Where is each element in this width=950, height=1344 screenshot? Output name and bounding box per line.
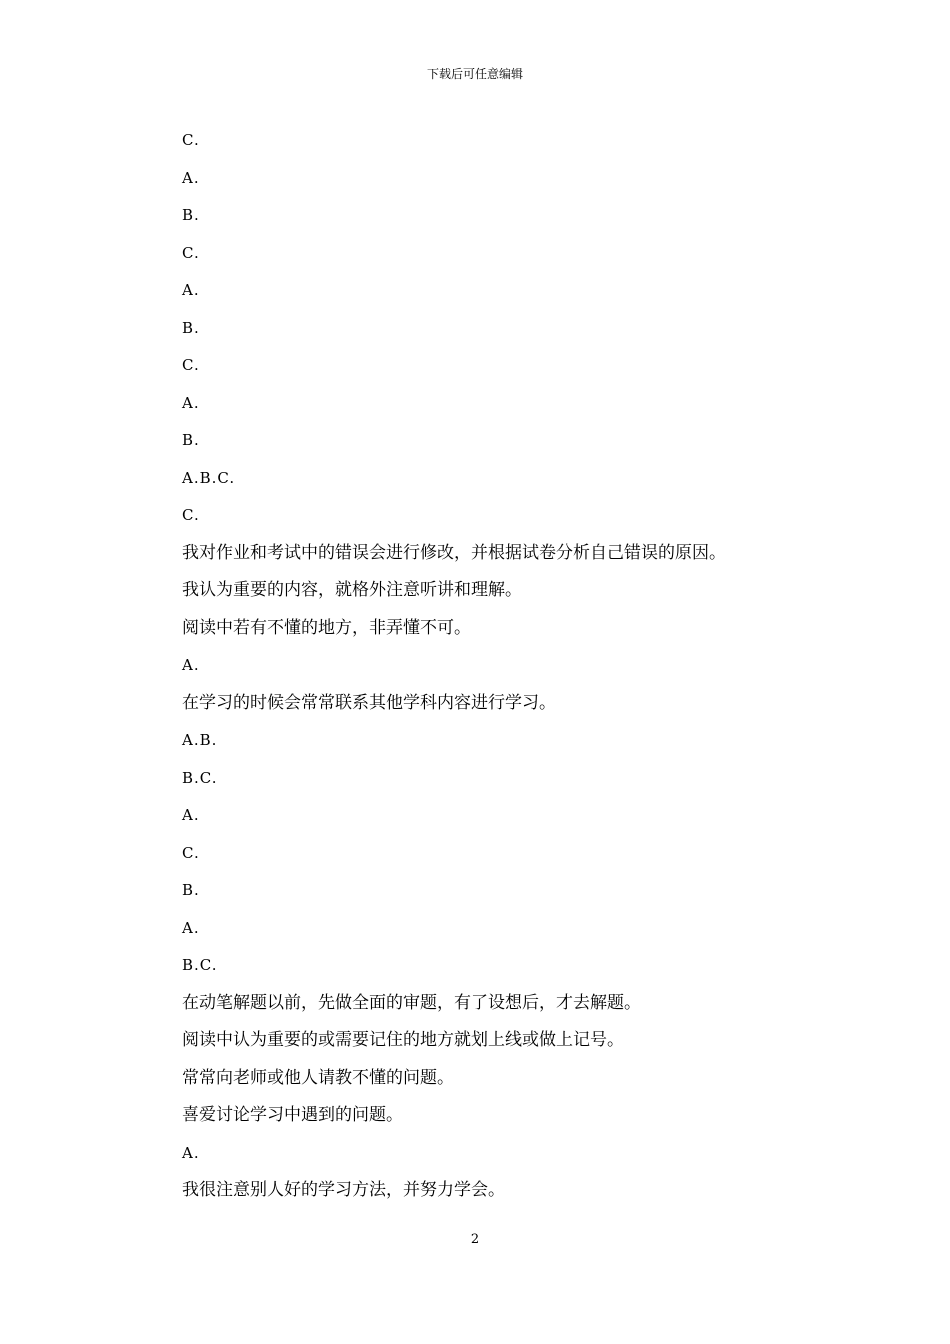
page-number: 2 (470, 1232, 480, 1247)
option-line: C. (182, 506, 200, 524)
option-line: C. (182, 131, 200, 149)
statement-line: 在动笔解题以前，先做全面的审题，有了设想后，才去解题。 (182, 992, 641, 1013)
option-line: A.B. (182, 731, 218, 749)
option-line: C. (182, 243, 200, 262)
option-line: A. (182, 393, 200, 412)
statement-line: 常常向老师或他人请教不懂的问题。 (182, 1067, 454, 1088)
page-header: 下载后可任意编辑 (426, 67, 523, 81)
option-line: B. (182, 318, 200, 337)
option-line: C. (182, 843, 200, 862)
statement-line: 阅读中认为重要的或需要记住的地方就划上线或做上记号。 (182, 1030, 624, 1050)
option-line: A. (182, 168, 200, 187)
option-line: B. (182, 431, 200, 449)
option-line: A. (182, 806, 200, 824)
option-line: B.C. (182, 956, 218, 974)
statement-line: 喜爱讨论学习中遇到的问题。 (182, 1105, 403, 1125)
option-line: B. (182, 881, 200, 899)
option-line: A. (182, 656, 200, 674)
option-line: C. (182, 356, 200, 374)
statement-line: 我很注意别人好的学习方法，并努力学会。 (182, 1180, 505, 1200)
option-line: B.C. (182, 768, 218, 787)
option-line: A.B.C. (182, 468, 236, 487)
statement-line: 我对作业和考试中的错误会进行修改，并根据试卷分析自己错误的原因。 (182, 542, 726, 563)
option-line: A. (182, 1143, 200, 1162)
statement-line: 在学习的时候会常常联系其他学科内容进行学习。 (182, 692, 556, 713)
option-line: B. (182, 206, 200, 224)
option-line: A. (182, 918, 200, 937)
statement-line: 阅读中若有不懂的地方，非弄懂不可。 (182, 617, 471, 638)
option-line: A. (182, 281, 200, 299)
statement-line: 我认为重要的内容，就格外注意听讲和理解。 (182, 580, 522, 600)
document-body (182, 126, 822, 1214)
